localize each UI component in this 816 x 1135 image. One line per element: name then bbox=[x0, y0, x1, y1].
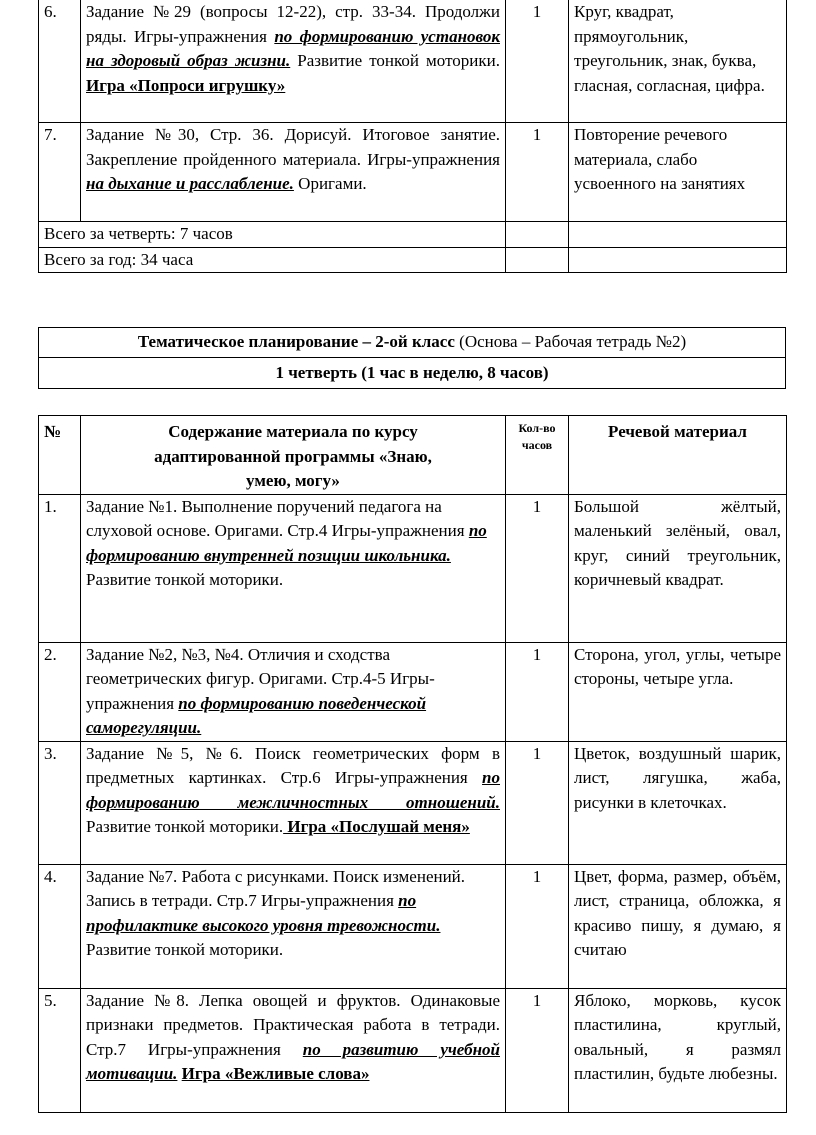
row-speech: Круг, квадрат, прямоугольник, треугольник, знак, буква, гласная, согласная, цифра. bbox=[569, 0, 787, 123]
row-hours: 1 bbox=[506, 864, 569, 988]
row-speech: Цветок, воздушный шарик, лист, лягушка, жаба, рисунки в клеточках. bbox=[569, 741, 787, 864]
row-number: 2. bbox=[39, 642, 81, 741]
row-content: Задание №8. Лепка овощей и фруктов. Одинаковые признаки предметов. Практическая работа в тетради. Стр.7 Игры-упражнения по развитию учебной мотивации. Игра «Вежливые слова» bbox=[81, 988, 506, 1112]
header-row bbox=[39, 416, 787, 495]
row-hours: 1 bbox=[506, 123, 569, 222]
table-row bbox=[39, 741, 787, 864]
row-number: 3. bbox=[39, 741, 81, 864]
total-quarter-row bbox=[39, 222, 787, 248]
row-content: Задание №1. Выполнение поручений педагога на слуховой основе. Оригами. Стр.4 Игры-упражнения по формированию внутренней позиции школьника. Развитие тонкой моторики. bbox=[81, 494, 506, 642]
row-content: Задание №29 (вопросы 12-22), стр. 33-34. Продолжи ряды. Игры-упражнения по формированию установок на здоровый образ жизни. Развитие тонкой моторики. Игра «Попроси игрушку» bbox=[81, 0, 506, 123]
row-number: 5. bbox=[39, 988, 81, 1112]
total-year-row bbox=[39, 247, 787, 273]
row-content: Задание №2, №3, №4. Отличия и сходства геометрических фигур. Оригами. Стр.4-5 Игры-упражнения по формированию поведенческой саморегуляции. bbox=[81, 642, 506, 741]
row-hours: 1 bbox=[506, 494, 569, 642]
row-speech: Цвет, форма, размер, объём, лист, страница, обложка, я красиво пишу, я думаю, я считаю bbox=[569, 864, 787, 988]
row-number: 4. bbox=[39, 864, 81, 988]
row-number: 1. bbox=[39, 494, 81, 642]
main-table bbox=[38, 415, 787, 1113]
table-row bbox=[39, 988, 787, 1112]
row-speech: Повторение речевого материала, слабо усвоенного на занятиях bbox=[569, 123, 787, 222]
total-quarter: Всего за четверть: 7 часов bbox=[39, 222, 506, 248]
planning-title-table bbox=[38, 327, 786, 389]
table-row bbox=[39, 642, 787, 741]
row-content: Задание №30, Стр. 36. Дорисуй. Итоговое занятие. Закрепление пройденного материала. Игры-упражнения на дыхание и расслабление. Оригами. bbox=[81, 123, 506, 222]
row-content: Задание №5, №6. Поиск геометрических форм в предметных картинках. Стр.6 Игры-упражнения по формированию межличностных отношений. Развитие тонкой моторики. Игра «Послушай меня» bbox=[81, 741, 506, 864]
row-speech: Сторона, угол, углы, четыре стороны, четыре угла. bbox=[569, 642, 787, 741]
table-row bbox=[39, 123, 787, 222]
planning-title: Тематическое планирование – 2-ой класс (Основа – Рабочая тетрадь №2) bbox=[39, 328, 786, 358]
row-number: 7. bbox=[39, 123, 81, 222]
row-speech: Большой жёлтый, маленький зелёный, овал, круг, синий треугольник, коричневый квадрат. bbox=[569, 494, 787, 642]
row-number: 6. bbox=[39, 0, 81, 123]
row-speech: Яблоко, морковь, кусок пластилина, круглый, овальный, я размял пластилин, будьте любезны. bbox=[569, 988, 787, 1112]
row-hours: 1 bbox=[506, 0, 569, 123]
row-hours: 1 bbox=[506, 741, 569, 864]
table-row bbox=[39, 864, 787, 988]
table-row bbox=[39, 0, 787, 123]
row-hours: 1 bbox=[506, 988, 569, 1112]
table-row bbox=[39, 494, 787, 642]
header-content: Содержание материала по курсу адаптированной программы «Знаю, умею, могу» bbox=[81, 416, 506, 495]
header-hours: Кол-во часов bbox=[506, 416, 569, 495]
row-hours: 1 bbox=[506, 642, 569, 741]
quarter-title: 1 четверть (1 час в неделю, 8 часов) bbox=[39, 358, 786, 389]
header-num: № bbox=[39, 416, 81, 495]
total-year: Всего за год: 34 часа bbox=[39, 247, 506, 273]
header-speech: Речевой материал bbox=[569, 416, 787, 495]
top-table bbox=[38, 0, 787, 273]
row-content: Задание №7. Работа с рисунками. Поиск изменений. Запись в тетради. Стр.7 Игры-упражнения по профилактике высокого уровня тревожности. Развитие тонкой моторики. bbox=[81, 864, 506, 988]
